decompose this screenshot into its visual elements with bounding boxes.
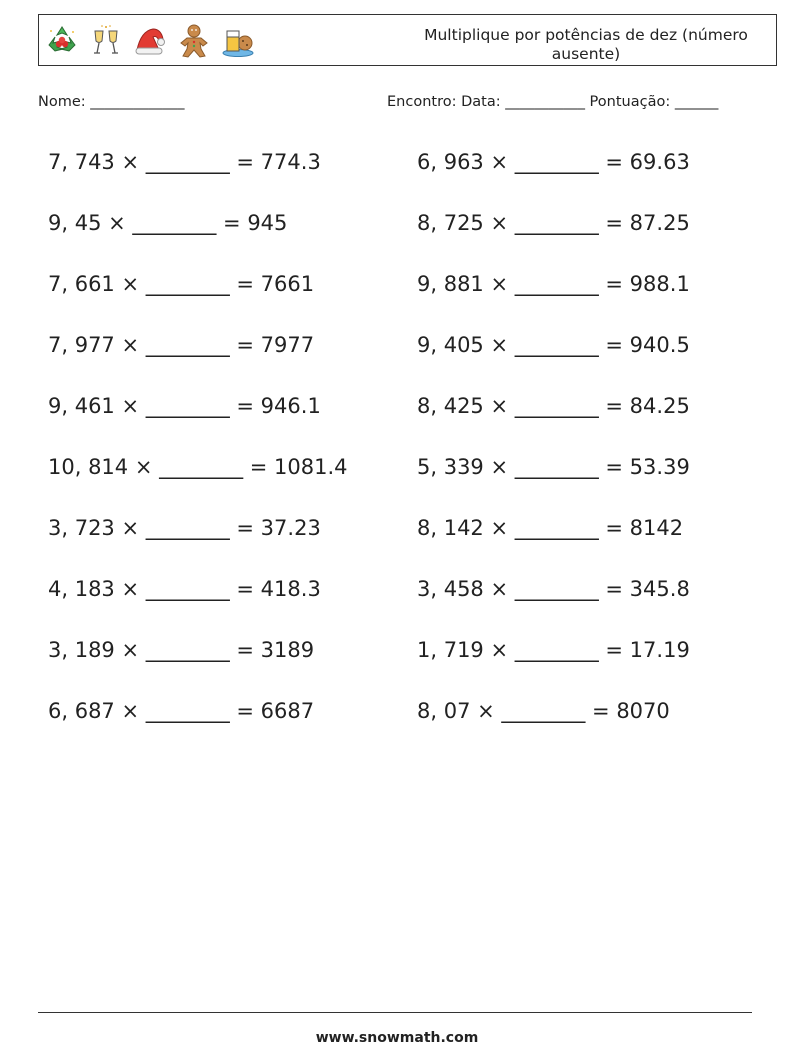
problem-right-10: 8, 07 × ________ = 8070 — [417, 699, 670, 723]
problem-right-7: 8, 142 × ________ = 8142 — [417, 516, 684, 540]
problem-left-5: 9, 461 × ________ = 946.1 — [48, 394, 321, 418]
problem-right-8: 3, 458 × ________ = 345.8 — [417, 577, 690, 601]
problem-right-6: 5, 339 × ________ = 53.39 — [417, 455, 690, 479]
footer-url: www.snowmath.com — [315, 1030, 479, 1046]
name-field-label: Nome: _____________ — [38, 94, 185, 110]
date-score-label: Encontro: Data: ___________ Pontuação: ______ — [387, 94, 719, 110]
santa-hat-icon — [133, 23, 167, 59]
problem-left-6: 10, 814 × ________ = 1081.4 — [48, 455, 348, 479]
problem-left-9: 3, 189 × ________ = 3189 — [48, 638, 315, 662]
problem-left-3: 7, 661 × ________ = 7661 — [48, 272, 315, 296]
problem-right-9: 1, 719 × ________ = 17.19 — [417, 638, 690, 662]
problem-right-2: 8, 725 × ________ = 87.25 — [417, 211, 690, 235]
problem-left-7: 3, 723 × ________ = 37.23 — [48, 516, 321, 540]
problem-right-5: 8, 425 × ________ = 84.25 — [417, 394, 690, 418]
problem-left-2: 9, 45 × ________ = 945 — [48, 211, 288, 235]
milk-cookie-icon — [221, 23, 255, 59]
champagne-icon — [89, 23, 123, 59]
problem-right-3: 9, 881 × ________ = 988.1 — [417, 272, 690, 296]
page-title: Multiplique por potências de dez (número ausente) — [424, 26, 748, 63]
problem-left-10: 6, 687 × ________ = 6687 — [48, 699, 315, 723]
problem-right-4: 9, 405 × ________ = 940.5 — [417, 333, 690, 357]
holly-icon — [45, 23, 79, 59]
problem-left-1: 7, 743 × ________ = 774.3 — [48, 150, 321, 174]
problem-left-4: 7, 977 × ________ = 7977 — [48, 333, 315, 357]
footer-divider — [38, 1012, 752, 1013]
problem-right-1: 6, 963 × ________ = 69.63 — [417, 150, 690, 174]
problem-left-8: 4, 183 × ________ = 418.3 — [48, 577, 321, 601]
gingerbread-icon — [177, 23, 211, 59]
header-box — [38, 14, 777, 66]
icon-strip — [45, 21, 255, 61]
